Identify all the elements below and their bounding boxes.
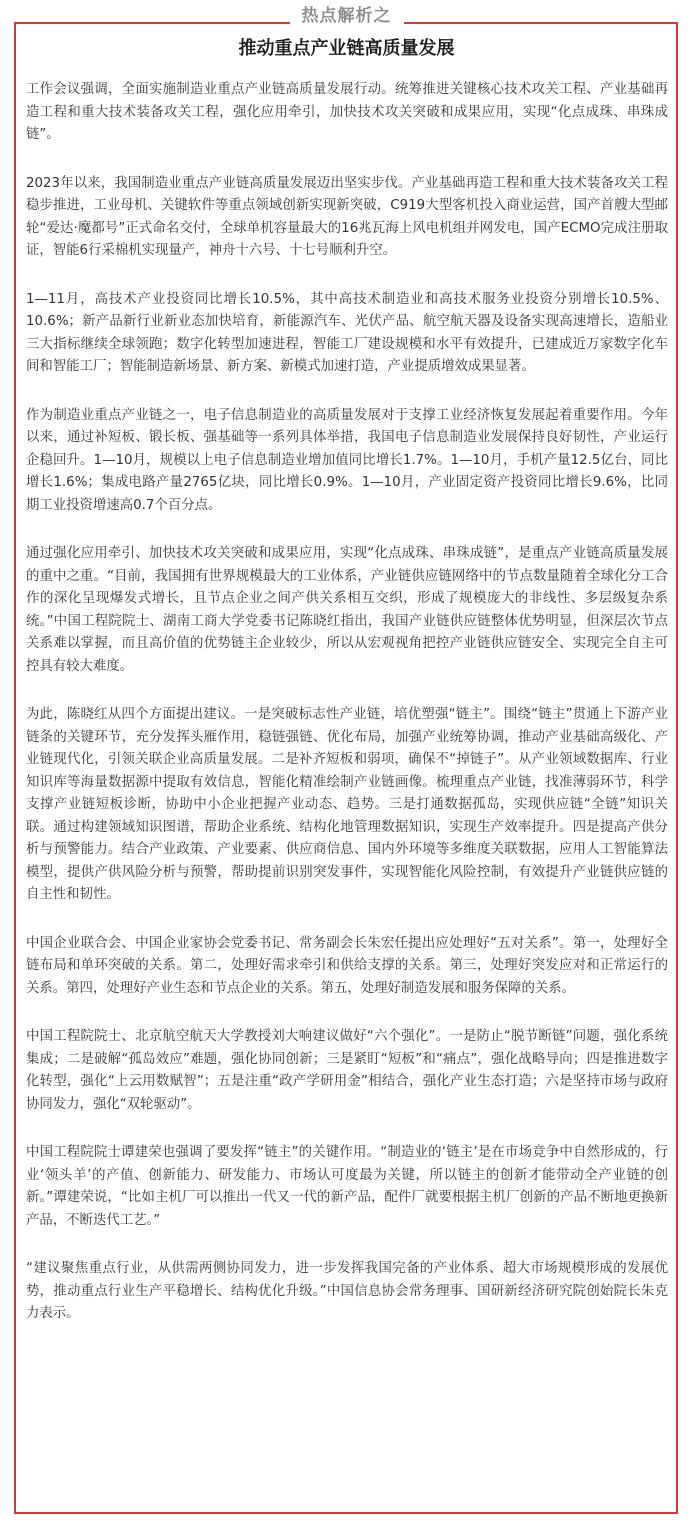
paragraph-1: 工作会议强调，全面实施制造业重点产业链高质量发展行动。统筹推进关键核心技术攻关工程、产业基础再造工程和重大技术装备攻关工程，强化应用牵引，加快技术攻关突破和成果应用，实现“化点成珠、串珠成链”。 [26,82,668,142]
article-body [26,79,668,1352]
paragraph-7: 中国企业联合会、中国企业家协会党委书记、常务副会长朱宏任提出应处理好“五对关系”。第一，处理好全链布局和单环突破的关系。第二，处理好需求牵引和供给支撑的关系。第三，处理好突发应对和正常运行的关系。第四，处理好产业生态和节点企业的关系。第五，处理好制造发展和服务保障的关系。 [26,935,668,996]
paragraph-2: 2023年以来，我国制造业重点产业链高质量发展迈出坚实步伐。产业基础再造工程和重大技术装备攻关工程稳步推进，工业母机、关键软件等重点领域创新实现新突破，C919大型客机投入商业运营，国产首艘大型邮轮“爱达·魔都号”正式命名交付，全球单机容量最大的16兆瓦海上风电机组并网发电，国产ECMO完成注册取证，智能6行采棉机实现量产，神舟十六号、十七号顺利升空。 [26,175,668,258]
header-kicker-wrap [0,4,693,28]
header-kicker: 热点解析之 [290,4,404,28]
article-headline: 推动重点产业链高质量发展 [235,36,459,62]
paragraph-5: 通过强化应用牵引、加快技术攻关突破和成果应用，实现“化点成珠、串珠成链”，是重点产业链高质量发展的重中之重。“目前，我国拥有世界规模最大的工业体系，产业链供应链网络中的节点数量随着全球化分工合作的深化呈现爆发式增长，且节点企业之间产供关系相互交织，形成了规模庞大的非线性、多层级复杂系统。”中国工程院院士、湖南工商大学党委书记陈晓红指出，我国产业链供应链整体优势明显，但深层次节点关系难以掌握，而且高价值的优势链主企业较少，所以从宏观视角把控产业链供应链安全、实现完全自主可控具有较大难度。 [26,546,668,674]
paragraph-10: “建议聚焦重点行业，从供需两侧协同发力，进一步发挥我国完备的产业体系、超大市场规模形成的发展优势，推动重点行业生产平稳增长、结构优化升级。”中国信息协会常务理事、国研新经济研究院创始院长朱克力表示。 [26,1261,668,1321]
paragraph-4: 作为制造业重点产业链之一，电子信息制造业的高质量发展对于支撑工业经济恢复发展起着重要作用。今年以来，通过补短板、锻长板、强基础等一系列具体举措，我国电子信息制造业发展保持良好韧性，产业运行企稳回升。1—10月，规模以上电子信息制造业增加值同比增长1.7%。1—10月，手机产量12.5亿台，同比增长1.6%；集成电路产量2765亿块，同比增长0.9%。1—10月，产业固定资产投资同比增长9.6%，比同期工业投资增速高0.7个百分点。 [26,407,668,513]
paragraph-9: 中国工程院院士谭建荣也强调了要发挥“链主”的关键作用。“制造业的‘链主’是在市场竞争中自然形成的，行业‘领头羊’的产值、创新能力、研发能力、市场认可度最为关键，所以链主的创新才能带动全产业链的创新。”谭建荣说，“比如主机厂可以推出一代又一代的新产品，配件厂就要根据主机厂创新的产品不断地更换新产品，不断迭代工艺。” [26,1145,668,1228]
paragraph-6: 为此，陈晓红从四个方面提出建议。一是突破标志性产业链，培优塑强“链主”。围绕“链主”贯通上下游产业链条的关键环节，充分发挥头雁作用，稳链强链、优化布局，加强产业统筹协调，推动产业基础高级化、产业链现代化，引领关联企业高质量发展。二是补齐短板和弱项，确保不“掉链子”。从产业领域数据库、行业知识库等海量数据源中提取有效信息，智能化精准绘制产业链画像。梳理重点产业链，找准薄弱环节，科学支撑产业链短板诊断，协助中小企业把握产业动态、趋势。三是打通数据孤岛，实现供应链“全链”知识关联。通过构建领域知识图谱，帮助企业系统、结构化地管理数据知识，实现生产效率提升。四是提高产供分析与预警能力。结合产业政策、产业要素、供应商信息、国内外环境等多维度关联数据，应用人工智能算法模型，提供产供风险分析与预警，帮助提前识别突发事件，实现智能化风险控制，有效提升产业链供应链的自主性和韧性。 [26,707,668,902]
paragraph-8: 中国工程院院士、北京航空航天大学教授刘大响建议做好“六个强化”。一是防止“脱节断链”问题，强化系统集成；二是破解“孤岛效应”难题，强化协同创新；三是紧盯“短板”和“痛点”，强化战略导向；四是推进数字化转型，强化“上云用数赋智”；五是注重“政产学研用金”相结合，强化产业生态打造；六是坚持市场与政府协同发力，强化“双轮驱动”。 [26,1029,668,1112]
headline-wrap [0,36,693,62]
paragraph-3: 1—11月，高技术产业投资同比增长10.5%，其中高技术制造业和高技术服务业投资分别增长10.5%、10.6%；新产品新行业新业态加快培育，新能源汽车、光伏产品、航空航天器及设备实现高速增长，造船业三大指标继续全球领跑；数字化转型加速进程，智能工厂建设规模和水平有效提升，已建成近万家数字化车间和智能工厂；智能制造新场景、新方案、新模式加速打造，产业提质增效成果显著。 [26,291,668,374]
